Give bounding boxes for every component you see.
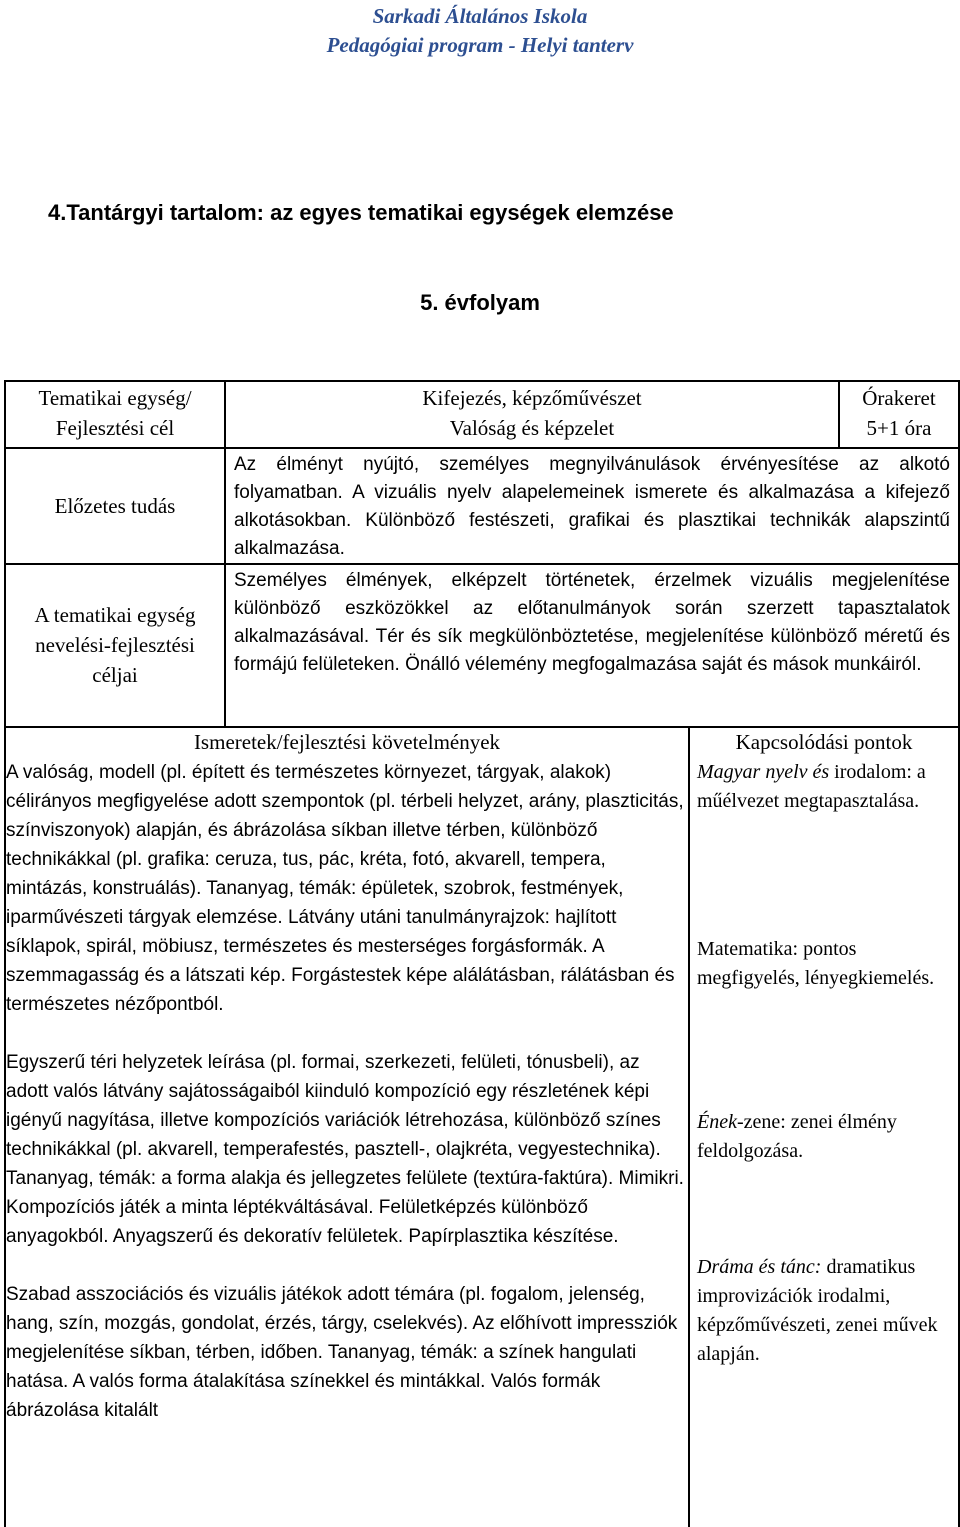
school-name: Sarkadi Általános Iskola	[372, 4, 588, 28]
goals-text: Személyes élmények, elképzelt történetek, érzelmek vizuális megjelenítése különböző eszközökkel az előtanulmányok során szerzett tapasztalatok alkalmazásával. Tér és sík megkülönböztetése, megjelenítése különböző méretű és formájú felületeken. Önálló vélemény megfogalmazása saját és mások munkáiról.	[234, 570, 950, 675]
goals-label: A tematikai egység nevelési-fejlesztési céljai	[34, 603, 196, 687]
link-item: Dráma és tánc: dramatikus improvizációk irodalmi, képzőművészeti, zenei művek alapján.	[697, 1256, 938, 1365]
requirement-paragraph: Szabad asszociációs és vizuális játékok adott témára (pl. fogalom, jelenség, hang, szín, mozgás, gondolat, érzés, tárgy, cselekvés). Az előhívott impressziók megjelenítése síkban, térben, időben. Tananyag, témák: a színek hangulati hatása. A valós forma átalakítása színekkel és mintákkal. Valós formák ábrázolása kitalált	[6, 1284, 678, 1421]
hours-value: 5+1 óra	[866, 416, 932, 440]
requirement-paragraph: Egyszerű téri helyzetek leírása (pl. formai, szerkezeti, felületi, tónusbeli), az adott valós látvány sajátosságaiból kiinduló kompozíció egy részletének képi igényű nagyítása, illetve kompozíciós variációk létrehozása, különböző színes technikákkal (pl. akvarell, temperafestés, pasztell-, olajkréta, vegyestechnika). Tananyag, témák: a forma alakja és jellegzetes felülete (textúra-faktúra). Mimikri. Kompozíciós játék a minta léptékváltásával. Felületképzés különböző anyagokból. Anyagszerű és dekoratív felületek. Papírplasztika készítése.	[6, 1052, 684, 1247]
unit-label: Tematikai egység/ Fejlesztési cél	[38, 386, 192, 440]
requirements-header: Ismeretek/fejlesztési követelmények	[193, 730, 501, 754]
hours-cell	[840, 383, 958, 443]
section-title: 4.Tantárgyi tartalom: az egyes tematikai egységek elemzése	[48, 200, 674, 225]
link-item: Magyar nyelv és irodalom: a műélvezet megtapasztalása.	[697, 761, 926, 812]
requirements-body	[6, 758, 686, 1425]
program-title: Pedagógiai program - Helyi tanterv	[326, 33, 634, 57]
links-header: Kapcsolódási pontok	[735, 730, 913, 754]
unit-title: Kifejezés, képzőművészet Valóság és képzelet	[422, 386, 642, 440]
hours-label: Órakeret	[862, 386, 936, 410]
prior-knowledge-text: Az élményt nyújtó, személyes megnyilvánulások érvényesítése az alkotó folyamatban. A vizuális nyelv alapelemeinek ismerete és alkalmazása a kifejező alkotásokban. Különböző festészeti, grafikai és plasztikai technikák alapszintű alkalmazása.	[234, 454, 950, 559]
prior-knowledge-label: Előzetes tudás	[54, 494, 176, 518]
link-item: Ének-zene: zenei élmény feldolgozása.	[697, 1111, 897, 1162]
grade-heading: 5. évfolyam	[420, 290, 540, 315]
link-item: Matematika: pontos megfigyelés, lényegkiemelés.	[697, 938, 935, 989]
requirement-paragraph: A valóság, modell (pl. épített és természetes környezet, tárgyak, alakok) célirányos megfigyelése adott szempontok (pl. térbeli helyzet, arány, plaszticitás, színviszonyok) alapján, és ábrázolása síkban illetve térben, különböző technikákkal (pl. grafika: ceruza, tus, pác, kréta, fotó, akvarell, tempera, mintázás, konstruálás). Tananyag, témák: épületek, szobrok, festmények, iparművészeti tárgyak elemzése. Látvány utáni tanulmányrajzok: hajlított síklapok, spirál, möbiusz, természetes és mesterséges forgásformák. A szemmagasság és a látszati kép. Forgástestek képe alálátásban, rálátásban és természetes nézőpontból.	[6, 762, 684, 1015]
